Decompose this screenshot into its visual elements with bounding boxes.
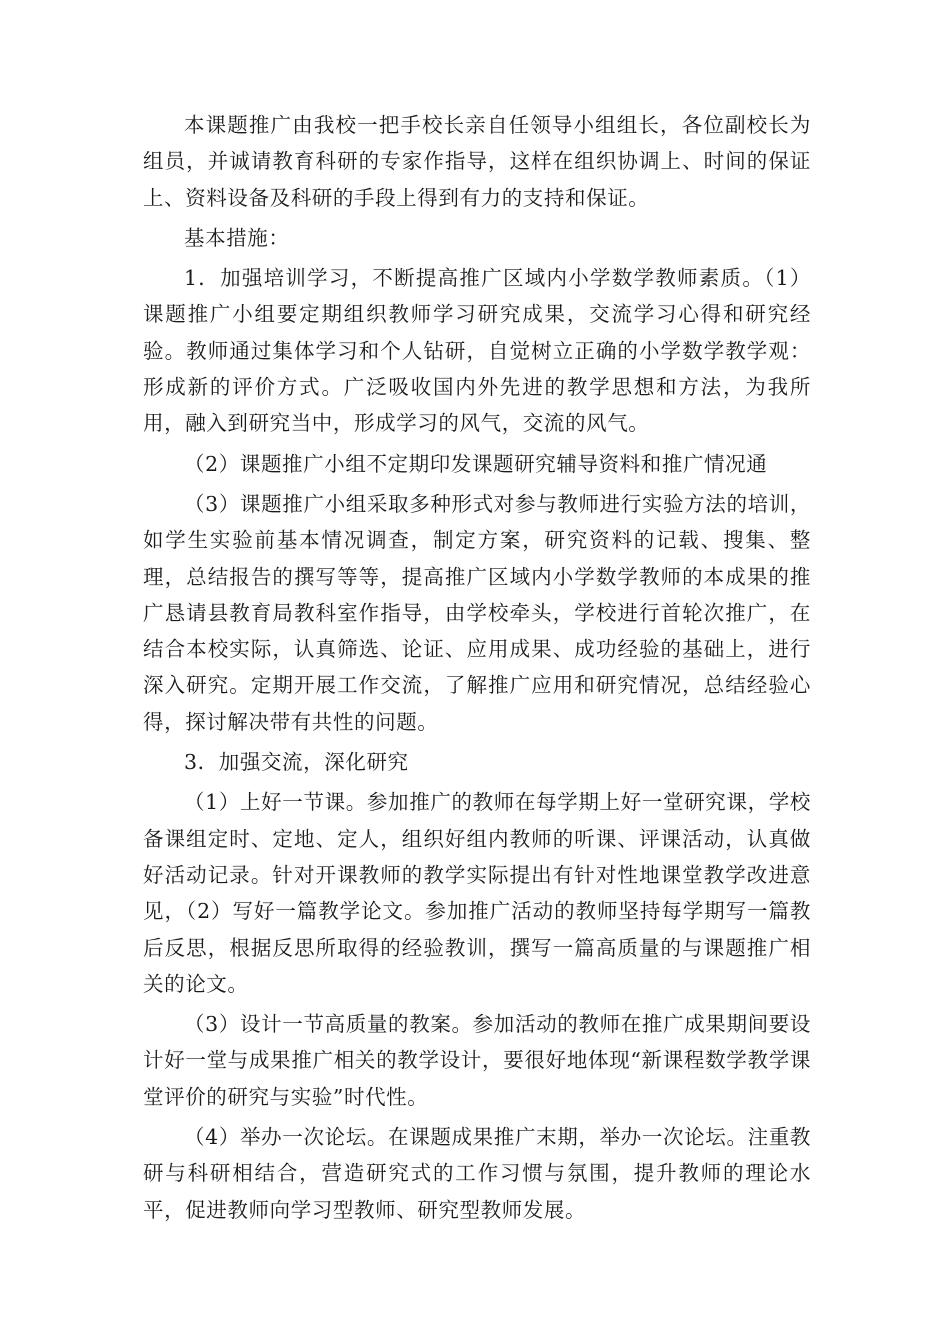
paragraph-forum: （4）举办一次论坛。在课题成果推广末期，举办一次论坛。注重教研与科研相结合，营造研究式的工作习惯与氛围，提升教师的理论水平，促进教师向学习型教师、研究型教师发展。	[143, 1125, 811, 1222]
paragraph-exchange-heading: 3．加强交流，深化研究	[184, 750, 409, 775]
paragraph-training-methods: （3）课题推广小组采取多种形式对参与教师进行实验方法的培训，如学生实验前基本情况调查，制定方案，研究资料的记载、搜集、整理，总结报告的撰写等等，提高推广区域内小学数学教师的本成果的推广恳请县教育局教科室作指导，由学校牵头，学校进行首轮次推广，在结合本校实际，认真筛选、论证、应用成果、成功经验的基础上，进行深入研究。定期开展工作交流，了解推广应用和研究情况，总结经验心得，探讨解决带有共性的问题。	[143, 491, 811, 734]
paragraph-materials: （2）课题推广小组不定期印发课题研究辅导资料和推广情况通	[184, 451, 768, 476]
document-body	[143, 107, 811, 1228]
paragraph-lesson-and-paper: （1）上好一节课。参加推广的教师在每学期上好一堂研究课，学校备课组定时、定地、定人，组织好组内教师的听课、评课活动，认真做好活动记录。针对开课教师的教学实际提出有针对性地课堂教学改进意见，（2）写好一篇教学论文。参加推广活动的教师坚持每学期写一篇教后反思，根据反思所取得的经验教训，撰写一篇高质量的与课题推广相关的论文。	[143, 790, 811, 996]
paragraph-leadership: 本课题推广由我校一把手校长亲自任领导小组组长，各位副校长为组员，并诚请教育科研的专家作指导，这样在组织协调上、时间的保证上、资料设备及科研的手段上得到有力的支持和保证。	[143, 113, 811, 210]
paragraph-lesson-plan: （3）设计一节高质量的教案。参加活动的教师在推广成果期间要设计好一堂与成果推广相关的教学设计，要很好地体现“新课程数学教学课堂评价的研究与实验”时代性。	[143, 1012, 811, 1109]
paragraph-basic-measures-heading: 基本措施：	[184, 225, 290, 250]
paragraph-training: 1．加强培训学习，不断提高推广区域内小学数学教师素质。（1）课题推广小组要定期组织教师学习研究成果，交流学习心得和研究经验。教师通过集体学习和个人钻研，自觉树立正确的小学数学教学观：形成新的评价方式。广泛吸收国内外先进的教学思想和方法，为我所用，融入到研究当中，形成学习的风气，交流的风气。	[143, 266, 811, 436]
